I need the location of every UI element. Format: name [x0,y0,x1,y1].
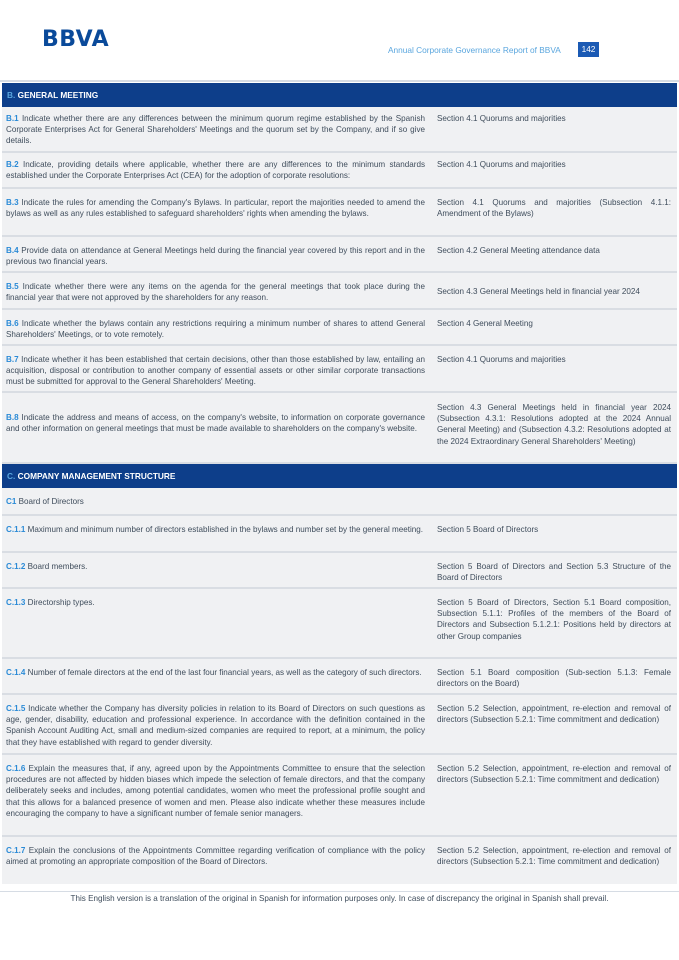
answer-cell: Section 4.2 General Meeting attendance data [437,246,600,255]
table-row [2,589,677,659]
question-cell: B.1 Indicate whether there are any differences between the minimum quorum regime established by the Spanish Corporate Enterprises Act for General Shareholders' Meetings and the quorum set by the Company, and if so give details. [6,114,426,146]
answer-cell: Section 4.1 Quorums and majorities [437,355,566,364]
answer-cell: Section 5 Board of Directors and Section 5.3 Structure of the Board of Directors [437,562,671,583]
question-cell: B.5 Indicate whether there were any items on the agenda for the general meetings that took place during the financial year that were not approved by the shareholders for any reason. [6,282,426,303]
question-cell: C1 Board of Directors [6,497,84,506]
question-cell: C.1.5 Indicate whether the Company has diversity policies in relation to its Board of Directors on such questions as age, gender, disability, education and professional experience. In accordance with the definition contained in the Spanish Account Auditing Act, small and medium-sized companies are required to report, at a minimum, the policy that they have established with regard to gender diversity. [6,704,425,747]
answer-cell: Section 4.3 General Meetings held in financial year 2024 [437,287,640,296]
footer-divider [0,891,679,892]
table-row [2,346,677,393]
bbva-logo: BBVA [42,27,110,52]
question-cell: C.1.6 Explain the measures that, if any, agreed upon by the Appointments Committee to ensure that the selection procedures are not affected by hidden biases which impede the selection of female directors, and that the company deliberately seeks and includes, among potential candidates, women who meet the professional profile sought and that this allows for a balanced presence of women and men. Please also indicate whether these measures include encouraging the company to have a significant number of female senior managers. [6,764,426,818]
answer-cell: Section 4.3 General Meetings held in financial year 2024 (Subsection 4.3.1: Resolutions adopted at the 2024 Annual General Meeting) and (Subsection 4.3.2: Resolutions adopted at the 2024 Extraordinary General Shareholders' Meeting) [437,403,671,446]
question-cell: C.1.2 Board members. [6,562,88,571]
section-header-company-management: C. COMPANY MANAGEMENT STRUCTURE [2,464,677,488]
answer-cell: Section 5.2 Selection, appointment, re-election and removal of directors (Subsection 5.2.1: Time commitment and dedication) [437,846,671,867]
table-row [2,189,677,237]
answer-cell: Section 5.2 Selection, appointment, re-election and removal of directors (Subsection 5.2.1: Time commitment and dedication) [437,764,671,785]
table-row [2,755,677,837]
table-row [2,488,677,516]
question-cell: C.1.3 Directorship types. [6,598,95,607]
page-number-badge: 142 [578,42,599,57]
answer-cell: Section 5.2 Selection, appointment, re-election and removal of directors (Subsection 5.2.1: Time commitment and dedication) [437,704,671,725]
question-cell: B.4 Provide data on attendance at General Meetings held during the financial year covered by this report and in the previous two financial years. [6,246,426,267]
table-row [2,107,677,153]
table-row [2,837,677,884]
question-cell: C.1.1 Maximum and minimum number of directors established in the bylaws and number set by the general meeting. [6,525,424,534]
answer-cell [429,496,677,514]
table-row [2,237,677,273]
table-row [2,153,677,189]
question-cell: B.6 Indicate whether the bylaws contain any restrictions requiring a minimum number of shares to attend General Shareholders' Meetings, or to vote remotely. [6,319,426,340]
question-cell: B.7 Indicate whether it has been established that certain decisions, other than those established by law, entailing an acquisition, disposal or contribution to another company of essential assets or other similar corporate transactions must be submitted for approval to the General Shareholders' Meeting. [6,355,425,387]
question-cell: B.8 Indicate the address and means of access, on the company's website, to information on corporate governance and other information on general meetings that must be made available to shareholders on the company's website. [6,413,425,434]
translation-disclaimer: This English version is a translation of the original in Spanish for information purposes only. In case of discrepancy the original in Spanish shall prevail. [70,894,609,903]
answer-cell: Section 5 Board of Directors, Section 5.1 Board composition, Subsection 5.1.1: Profiles of the members of the Board of Directors and Subsection 5.1.2.1: Positions held by directors at other Group companies [437,598,671,641]
answer-cell: Section 4.1 Quorums and majorities [437,114,566,123]
answer-cell: Section 5 Board of Directors [437,525,539,534]
header-divider [0,80,679,82]
table-row [2,310,677,346]
table-row [2,659,677,695]
question-cell: B.3 Indicate the rules for amending the Company's Bylaws. In particular, report the majorities needed to amend the bylaws as well as any rules established to safeguard shareholders' rights when amending the bylaws. [6,198,426,219]
question-cell: C.1.4 Number of female directors at the end of the last four financial years, as well as the category of such directors. [6,668,422,677]
answer-cell: Section 4.1 Quorums and majorities (Subsection 4.1.1: Amendment of the Bylaws) [437,198,671,219]
question-cell: C.1.7 Explain the conclusions of the Appointments Committee regarding verification of compliance with the policy aimed at promoting an appropriate composition of the Board of Directors. [6,846,426,867]
table-row [2,516,677,553]
table-row [2,393,677,464]
table-row [2,553,677,589]
question-cell: B.2 Indicate, providing details where applicable, whether there are any differences to the minimum standards established under the Corporate Enterprises Act (CEA) for the adoption of corporate resolutions: [6,160,425,181]
table-row [2,695,677,755]
answer-cell: Section 4.1 Quorums and majorities [437,160,566,169]
governance-table [2,83,677,884]
report-title: Annual Corporate Governance Report of BBVA [388,45,561,55]
section-header-general-meeting: B. GENERAL MEETING [2,83,677,107]
table-row [2,273,677,310]
answer-cell: Section 4 General Meeting [437,319,533,328]
answer-cell: Section 5.1 Board composition (Sub-section 5.1.3: Female directors on the Board) [437,668,671,689]
